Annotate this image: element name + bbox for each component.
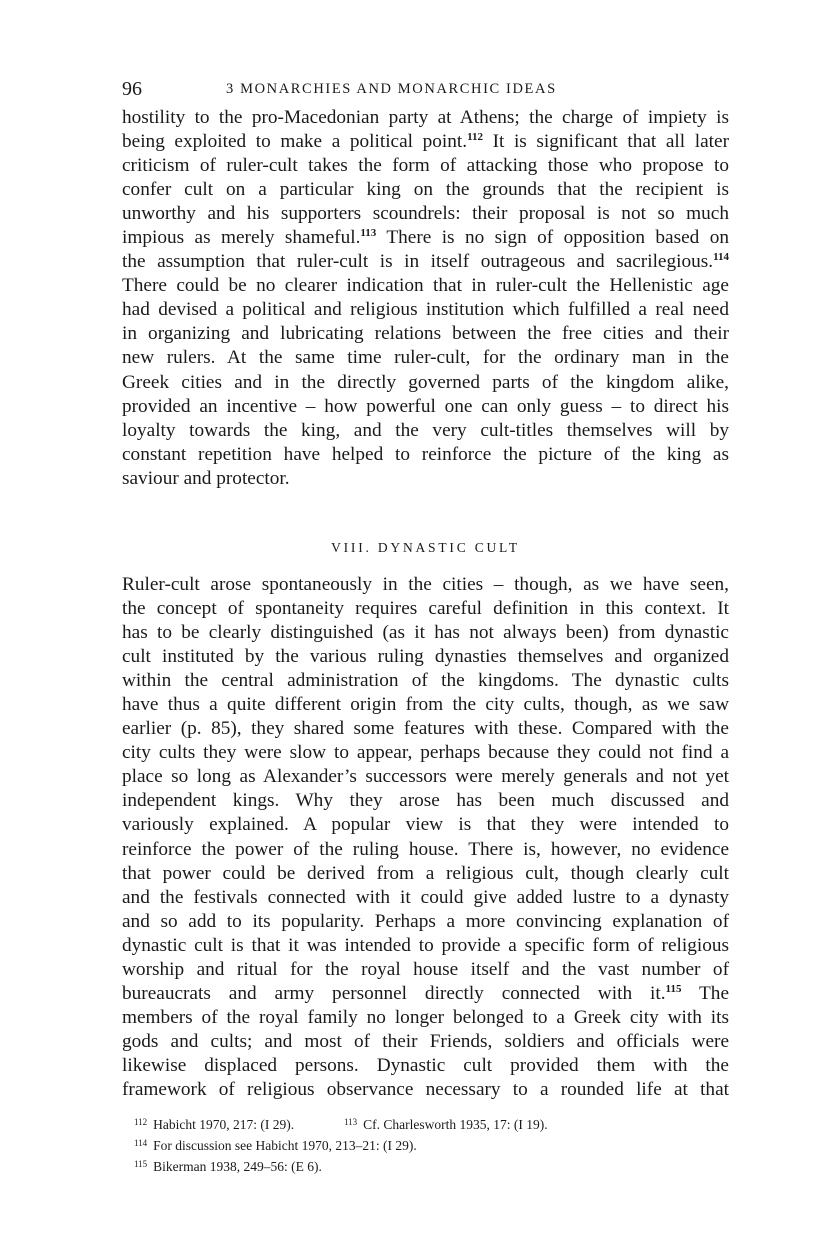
text-line: likewise displaced persons. Dynastic cult provided them with the <box>122 1054 729 1076</box>
footnote-ref-112[interactable]: 112 <box>467 131 483 144</box>
footnote-ref-113[interactable]: 113 <box>360 227 377 240</box>
text-line: the assumption that ruler-cult is in itself outrageous and sacrilegious.$^{114}$ <box>122 251 729 273</box>
text-line: variously explained. A popular view is that they were intended to <box>122 814 729 836</box>
text-line: bureaucrats and army personnel directly connected with it.$^{115}$ The <box>122 982 729 1004</box>
text-line: constant repetition have helped to reinforce the picture of the king as <box>122 443 729 465</box>
footnote-114: $^{114}$ For discussion see Habicht 1970, 213–21: (I 29). <box>134 1138 417 1153</box>
text-line: dynastic cult is that it was intended to provide a specific form of religious <box>122 934 729 956</box>
text-line: Ruler-cult arose spontaneously in the cities – though, as we have seen, <box>122 574 729 595</box>
text-line: hostility to the pro-Macedonian party at Athens; the charge of impiety is <box>122 107 729 128</box>
text-line: members of the royal family no longer belonged to a Greek city with its <box>122 1006 729 1028</box>
text-line: independent kings. Why they arose has been much discussed and <box>122 790 729 812</box>
footnote-ref-115[interactable]: 115 <box>665 982 682 995</box>
text-line: had devised a political and religious institution which fulfilled a real need <box>122 299 729 321</box>
text-line: has to be clearly distinguished (as it has not always been) from dynastic <box>122 622 729 644</box>
text-line: earlier (p. 85), they shared some features with these. Compared with the <box>122 718 729 740</box>
running-head <box>122 78 729 102</box>
text-line: have thus a quite different origin from the city cults, though, as we saw <box>122 694 729 716</box>
text-line: worship and ritual for the royal house itself and the vast number of <box>122 958 729 980</box>
text-line: reinforce the power of the ruling house. There is, however, no evidence <box>122 838 729 860</box>
text-line: loyalty towards the king, and the very cult-titles themselves will by <box>122 419 729 441</box>
text-line: saviour and protector. <box>122 467 290 489</box>
text-line: gods and cults; and most of their Friends, soldiers and officials were <box>122 1030 729 1052</box>
text-line: and so add to its popularity. Perhaps a more convincing explanation of <box>122 910 729 932</box>
text-line: There could be no clearer indication that in ruler-cult the Hellenistic age <box>122 275 729 297</box>
footnote-113: $^{113}$ Cf. Charlesworth 1935, 17: (I 19). <box>344 1117 548 1132</box>
footnote-112: $^{112}$ Habicht 1970, 217: (I 29). <box>134 1117 295 1132</box>
text-line: new rulers. At the same time ruler-cult, for the ordinary man in the <box>122 347 729 369</box>
text-line: confer cult on a particular king on the grounds that the recipient is <box>122 179 729 201</box>
text-line: in organizing and lubricating relations between the free cities and their <box>122 323 729 345</box>
text-line: being exploited to make a political point.$^{112}$ It is significant that all later <box>122 131 729 153</box>
text-line: within the central administration of the kingdoms. The dynastic cults <box>122 670 729 692</box>
footnotes <box>134 1114 729 1177</box>
page-number: 96 <box>122 78 142 100</box>
text-line: framework of religious observance necessary to a rounded life at that <box>122 1078 729 1100</box>
text-line: that power could be derived from a religious cult, though clearly cult <box>122 862 729 884</box>
text-line: cult instituted by the various ruling dynasties themselves and organized <box>122 646 729 668</box>
text-line: and the festivals connected with it could give added lustre to a dynasty <box>122 886 729 908</box>
footnote-ref-114[interactable]: 114 <box>713 251 729 264</box>
text-line: city cults they were slow to appear, perhaps because they could not find a <box>122 742 729 764</box>
text-line: provided an incentive – how powerful one can only guess – to direct his <box>122 395 729 417</box>
footnote-row <box>134 1114 729 1135</box>
section-heading: VIII. DYNASTIC CULT <box>331 540 520 555</box>
text-line: Greek cities and in the directly governed parts of the kingdom alike, <box>122 371 729 393</box>
text-line: unworthy and his supporters scoundrels: their proposal is not so much <box>122 203 729 225</box>
footnote-115: $^{115}$ Bikerman 1938, 249–56: (E 6). <box>134 1159 322 1174</box>
text-line: criticism of ruler-cult takes the form of attacking those who propose to <box>122 155 729 177</box>
paragraph-1 <box>122 106 729 491</box>
text-line: impious as merely shameful.$^{113}$ There is no sign of opposition based on <box>122 227 729 249</box>
paragraph-2 <box>122 573 729 1102</box>
text-line: place so long as Alexander’s successors were merely generals and not yet <box>122 766 729 788</box>
chapter-title: 3 MONARCHIES AND MONARCHIC IDEAS <box>226 81 557 97</box>
text-line: the concept of spontaneity requires careful definition in this context. It <box>122 598 729 620</box>
